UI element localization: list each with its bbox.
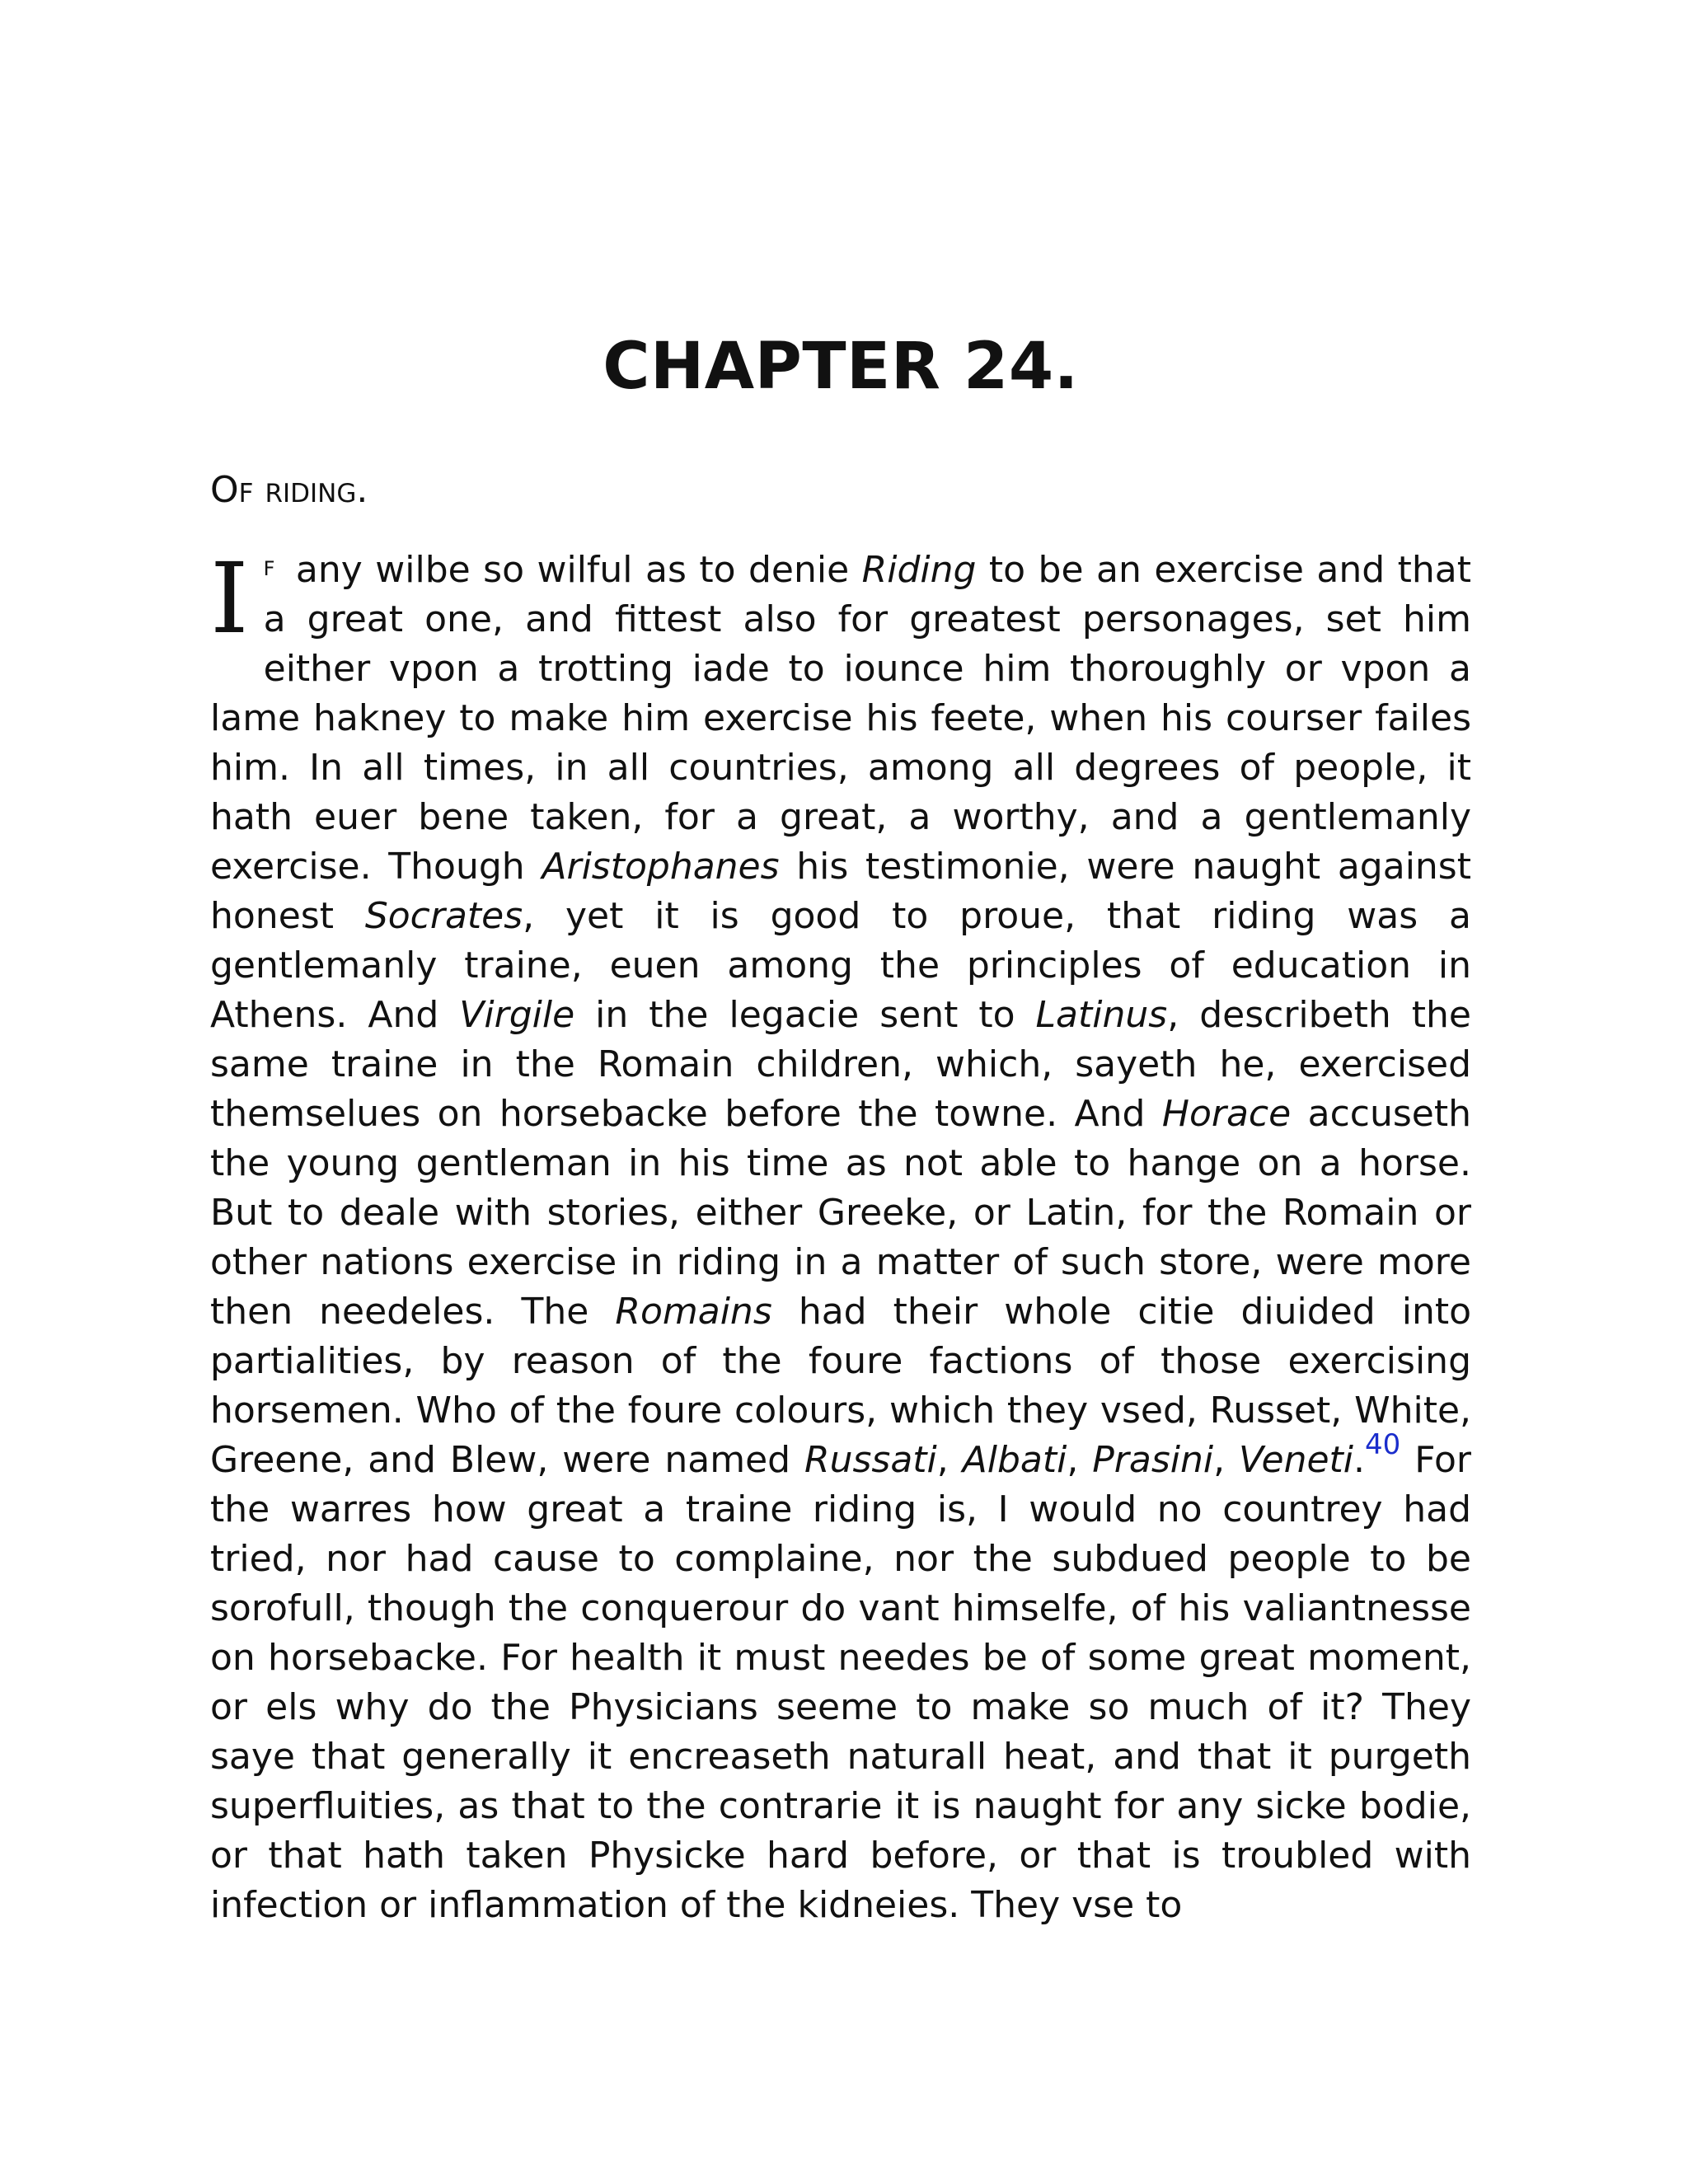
italic-term: Aristophanes — [542, 846, 780, 888]
text-run: had their whole citie diuided into partialities, by reason of the foure factions of those exercising horsemen. Who of the foure colours, which they vsed, Russet, White, Greene, and Blew, were named — [210, 1291, 1472, 1481]
text-run: to be an exercise and that a great one, and fittest also for greatest personages, set him either vpon a trotting iade to iounce him thoroughly or vpon a lame hakney to make him exercise his feete, when his courser failes him. In all times, in all countries, among all degrees of people, it hath euer bene taken, for a great, a worthy, and a gentlemanly exercise. Though — [210, 549, 1471, 888]
text-run: For the warres how great a traine riding is, I would no countrey had tried, nor had cause to complaine, nor the subdued people to be sorofull, though the conquerour do vant himselfe, of his valiantnesse on horsebacke. For health it must needes be of some great moment, or els why do the Physicians seeme to make so much of it? They saye that generally it encreaseth naturall heat, and that it purgeth superfluities, as that to the contrarie it is naught for any sicke bodie, or that hath taken Physicke hard before, or that is troubled with infection or inflammation of the kidneies. They vse to — [210, 1439, 1471, 1926]
chapter-title: CHAPTER 24. — [603, 330, 1079, 404]
text-run: . — [1353, 1439, 1366, 1481]
italic-term: Russati — [804, 1439, 937, 1481]
italic-term: Riding — [861, 549, 977, 591]
text-run: , describeth the same traine in the Romain children, which, sayeth he, exercised themselues on horsebacke before the towne. And — [210, 994, 1471, 1135]
italic-term: Prasini — [1092, 1439, 1214, 1481]
italic-term: Veneti — [1239, 1439, 1354, 1481]
italic-term: Albati — [962, 1439, 1067, 1481]
italic-term: Virgile — [459, 994, 575, 1036]
text-run: , — [1067, 1439, 1093, 1481]
text-run: , — [936, 1439, 963, 1481]
italic-term: Latinus — [1035, 994, 1168, 1036]
section-heading: Of riding. — [210, 469, 368, 511]
italic-term: Horace — [1161, 1093, 1292, 1135]
text-run: in the legacie sent to — [574, 994, 1036, 1036]
text-run: any wilbe so wilful as to denie — [283, 549, 862, 591]
italic-term: Socrates — [364, 895, 523, 937]
text-run: accuseth the young gentleman in his time as not able to hange on a horse. But to deale with stories, either Greeke, or Latin, for the Romain or other nations exercise in riding in a matter of such store, were more then needeles. The — [210, 1093, 1471, 1333]
drop-cap: I — [210, 541, 249, 655]
chapter-paragraph — [210, 541, 1472, 1930]
text-run: , yet it is good to proue, that riding was a gentlemanly traine, euen among the principles of education in Athens. And — [210, 895, 1471, 1036]
text-run: his testimonie, were naught against honest — [210, 846, 1471, 937]
italic-term: Romains — [615, 1291, 772, 1333]
lead-letter: F — [263, 557, 275, 580]
footnote-link[interactable]: 40 — [1365, 1428, 1401, 1461]
text-run: , — [1213, 1439, 1239, 1481]
